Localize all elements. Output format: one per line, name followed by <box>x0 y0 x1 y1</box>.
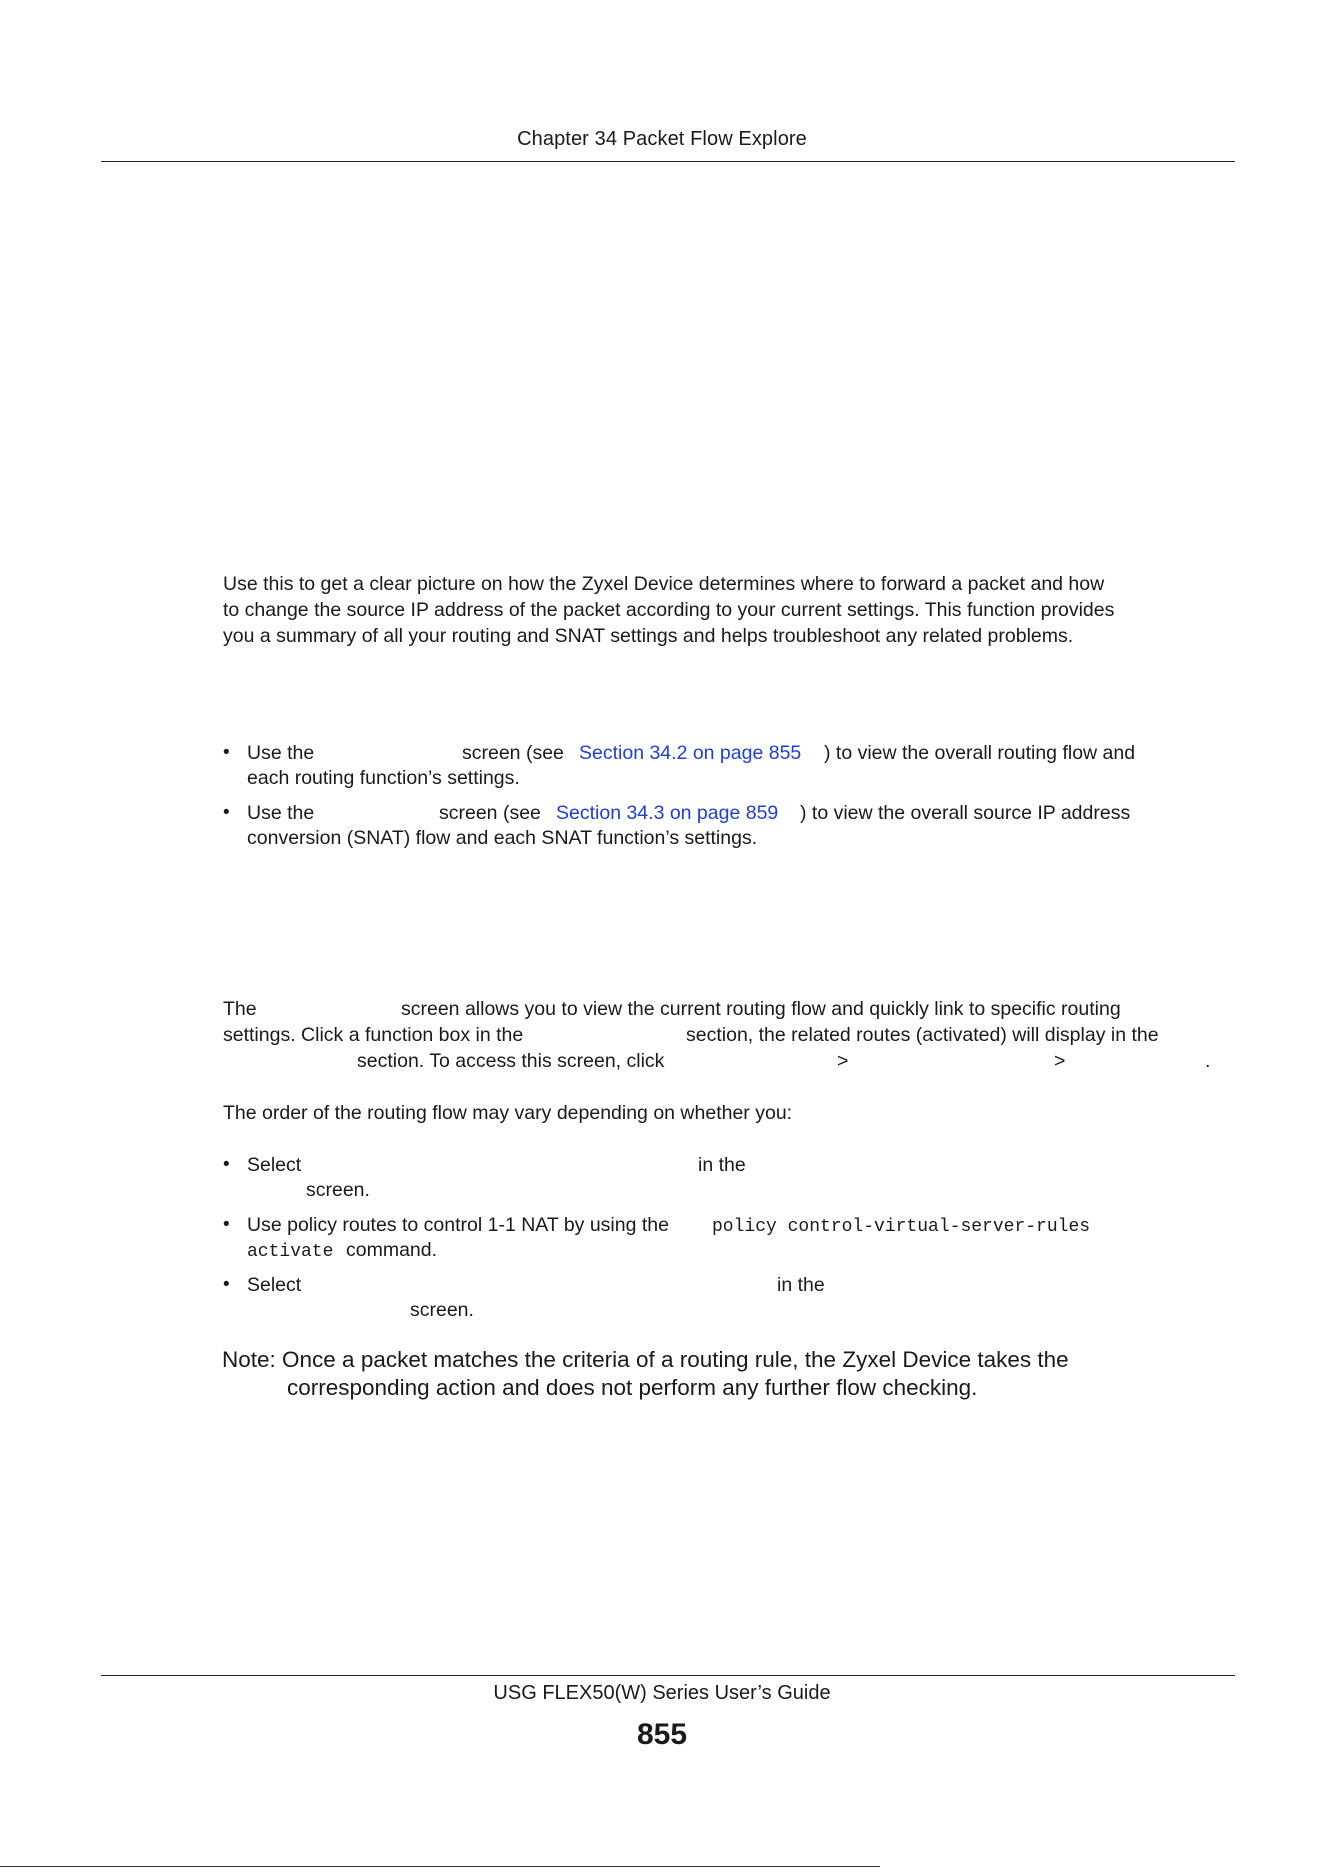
routing-p1-b: screen allows you to view the current routing flow and quickly link to specific routing <box>401 998 1121 1020</box>
routing-p3-a: section. To access this screen, click <box>357 1050 665 1072</box>
intro-line-2: to change the source IP address of the packet according to your current settings. This function provides <box>223 599 1115 621</box>
intro-line-1: Use this to get a clear picture on how the Zyxel Device determines where to forward a packet and how <box>223 573 1105 595</box>
section-34-2-link[interactable]: Section 34.2 on page 855 <box>579 742 802 764</box>
order-b1-screen: screen. <box>306 1179 370 1201</box>
cli-command-cont: activate <box>247 1242 334 1262</box>
note-line-2: corresponding action and does not perform any further flow checking. <box>287 1375 978 1400</box>
order-b2-command: command. <box>346 1239 438 1261</box>
bullet-dot: • <box>223 1214 230 1235</box>
order-b3-in-the: in the <box>777 1274 825 1296</box>
note-line-1: Note: Once a packet matches the criteria of a routing rule, the Zyxel Device takes the <box>222 1347 1069 1372</box>
menu-separator: > <box>1054 1050 1066 1072</box>
routing-screen-see: screen (see <box>462 742 564 764</box>
bullet-dot: • <box>223 1154 230 1175</box>
routing-p2-a: settings. Click a function box in the <box>223 1024 524 1046</box>
guide-title: USG FLEX50(W) Series User’s Guide <box>493 1682 831 1704</box>
snat-screen-use-the: Use the <box>247 802 315 824</box>
order-b1-select: Select <box>247 1154 302 1176</box>
bottom-edge-rule <box>0 1866 880 1867</box>
order-b2-text: Use policy routes to control 1-1 NAT by using the <box>247 1214 669 1236</box>
snat-screen-desc: ) to view the overall source IP address <box>800 802 1131 824</box>
routing-screen-desc: ) to view the overall routing flow and <box>824 742 1136 764</box>
order-b3-screen: screen. <box>410 1299 474 1321</box>
order-b1-in-the: in the <box>698 1154 746 1176</box>
snat-screen-see: screen (see <box>439 802 541 824</box>
order-b3-select: Select <box>247 1274 302 1296</box>
intro-line-3: you a summary of all your routing and SNAT settings and helps troubleshoot any related problems. <box>223 625 1074 647</box>
snat-screen-desc-2: conversion (SNAT) flow and each SNAT function’s settings. <box>247 827 758 849</box>
section-34-3-link[interactable]: Section 34.3 on page 859 <box>556 802 779 824</box>
routing-screen-desc-2: each routing function’s settings. <box>247 767 520 789</box>
sentence-end: . <box>1205 1050 1211 1072</box>
bullet-dot: • <box>223 802 230 823</box>
header-rule <box>101 161 1235 162</box>
footer-rule <box>101 1675 1235 1676</box>
cli-command: policy control-virtual-server-rules <box>712 1217 1091 1237</box>
chapter-header: Chapter 34 Packet Flow Explore <box>517 128 807 150</box>
routing-p2-b: section, the related routes (activated) will display in the <box>686 1024 1159 1046</box>
bullet-dot: • <box>223 742 230 763</box>
routing-screen-use-the: Use the <box>247 742 315 764</box>
menu-separator: > <box>837 1050 849 1072</box>
bullet-dot: • <box>223 1274 230 1295</box>
routing-p1-a: The <box>223 998 257 1020</box>
routing-order-intro: The order of the routing flow may vary depending on whether you: <box>223 1102 793 1124</box>
page-number: 855 <box>636 1718 688 1751</box>
